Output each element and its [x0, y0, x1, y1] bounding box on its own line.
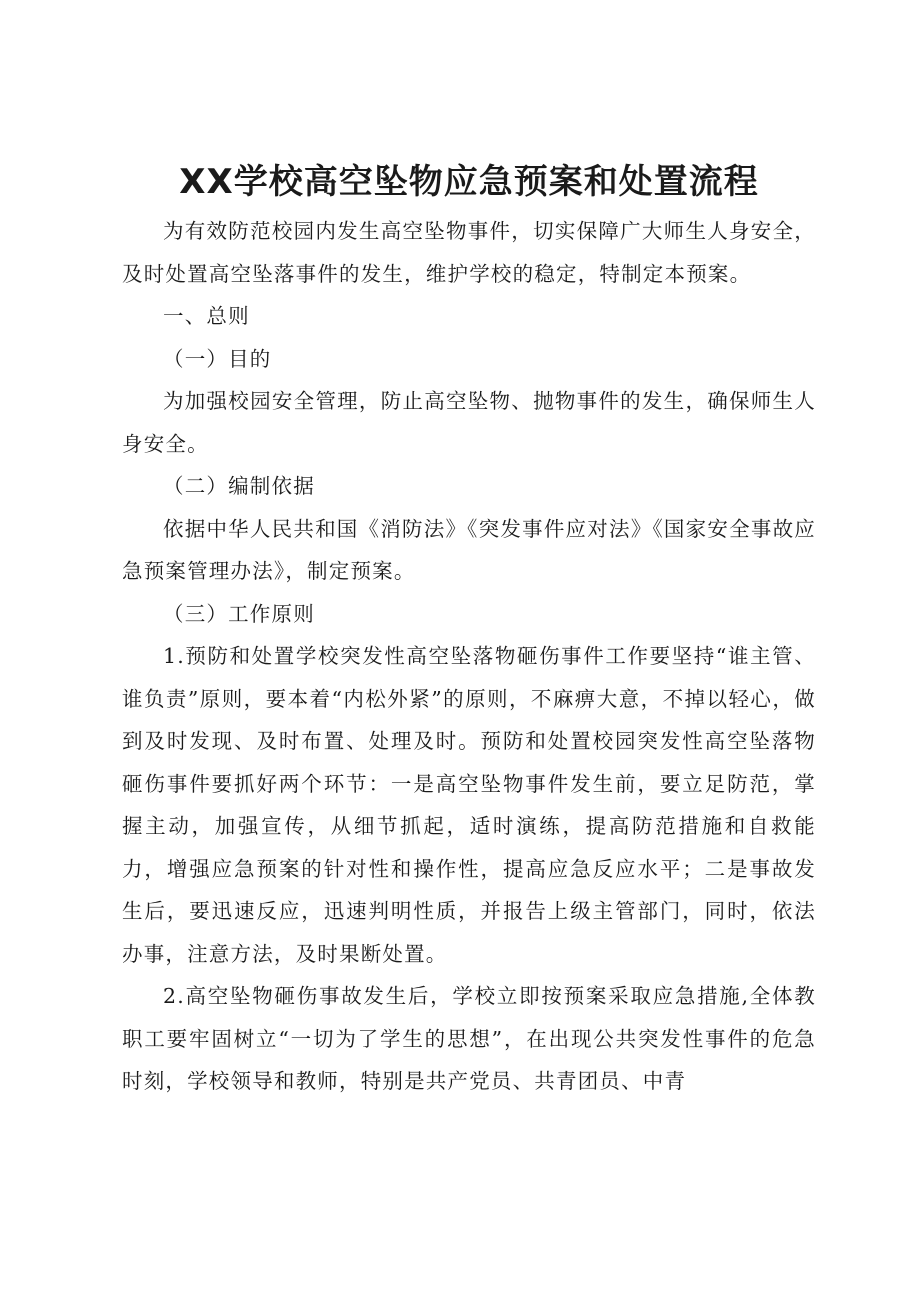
subsection-heading-basis: （二）编制依据	[163, 474, 315, 498]
document-page	[122, 158, 816, 1103]
principle-item-2: 2.高空坠物砸伤事故发生后，学校立即按预案采取应急措施,全体教职工要牢固树立“一切为了学生的思想”，在出现公共突发性事件的危急时刻，学校领导和教师，特别是共产党员、共青团员、中青	[122, 984, 816, 1093]
document-title: XX学校高空坠物应急预案和处置流程	[179, 162, 759, 202]
purpose-paragraph: 为加强校园安全管理，防止高空坠物、抛物事件的发生，确保师生人身安全。	[122, 389, 816, 456]
intro-paragraph: 为有效防范校园内发生高空坠物事件，切实保障广大师生人身安全，及时处置高空坠落事件的发生，维护学校的稳定，特制定本预案。	[122, 219, 816, 286]
principle-item-1: 1.预防和处置学校突发性高空坠落物砸伤事件工作要坚持“谁主管、谁负责”原则，要本着“内松外紧”的原则，不麻痹大意，不掉以轻心，做到及时发现、及时布置、处理及时。预防和处置校园突发性高空坠落物砸伤事件要抓好两个环节：一是高空坠物事件发生前，要立足防范，掌握主动，加强宣传，从细节抓起，适时演练，提高防范措施和自救能力，增强应急预案的针对性和操作性，提高应急反应水平；二是事故发生后，要迅速反应，迅速判明性质，并报告上级主管部门，同时，依法办事，注意方法，及时果断处置。	[122, 644, 816, 966]
section-heading-general: 一、总则	[163, 304, 250, 328]
basis-paragraph: 依据中华人民共和国《消防法》《突发事件应对法》《国家安全事故应急预案管理办法》，制定预案。	[122, 516, 816, 583]
subsection-heading-purpose: （一）目的	[163, 346, 272, 371]
subsection-heading-principles: （三）工作原则	[163, 601, 315, 626]
